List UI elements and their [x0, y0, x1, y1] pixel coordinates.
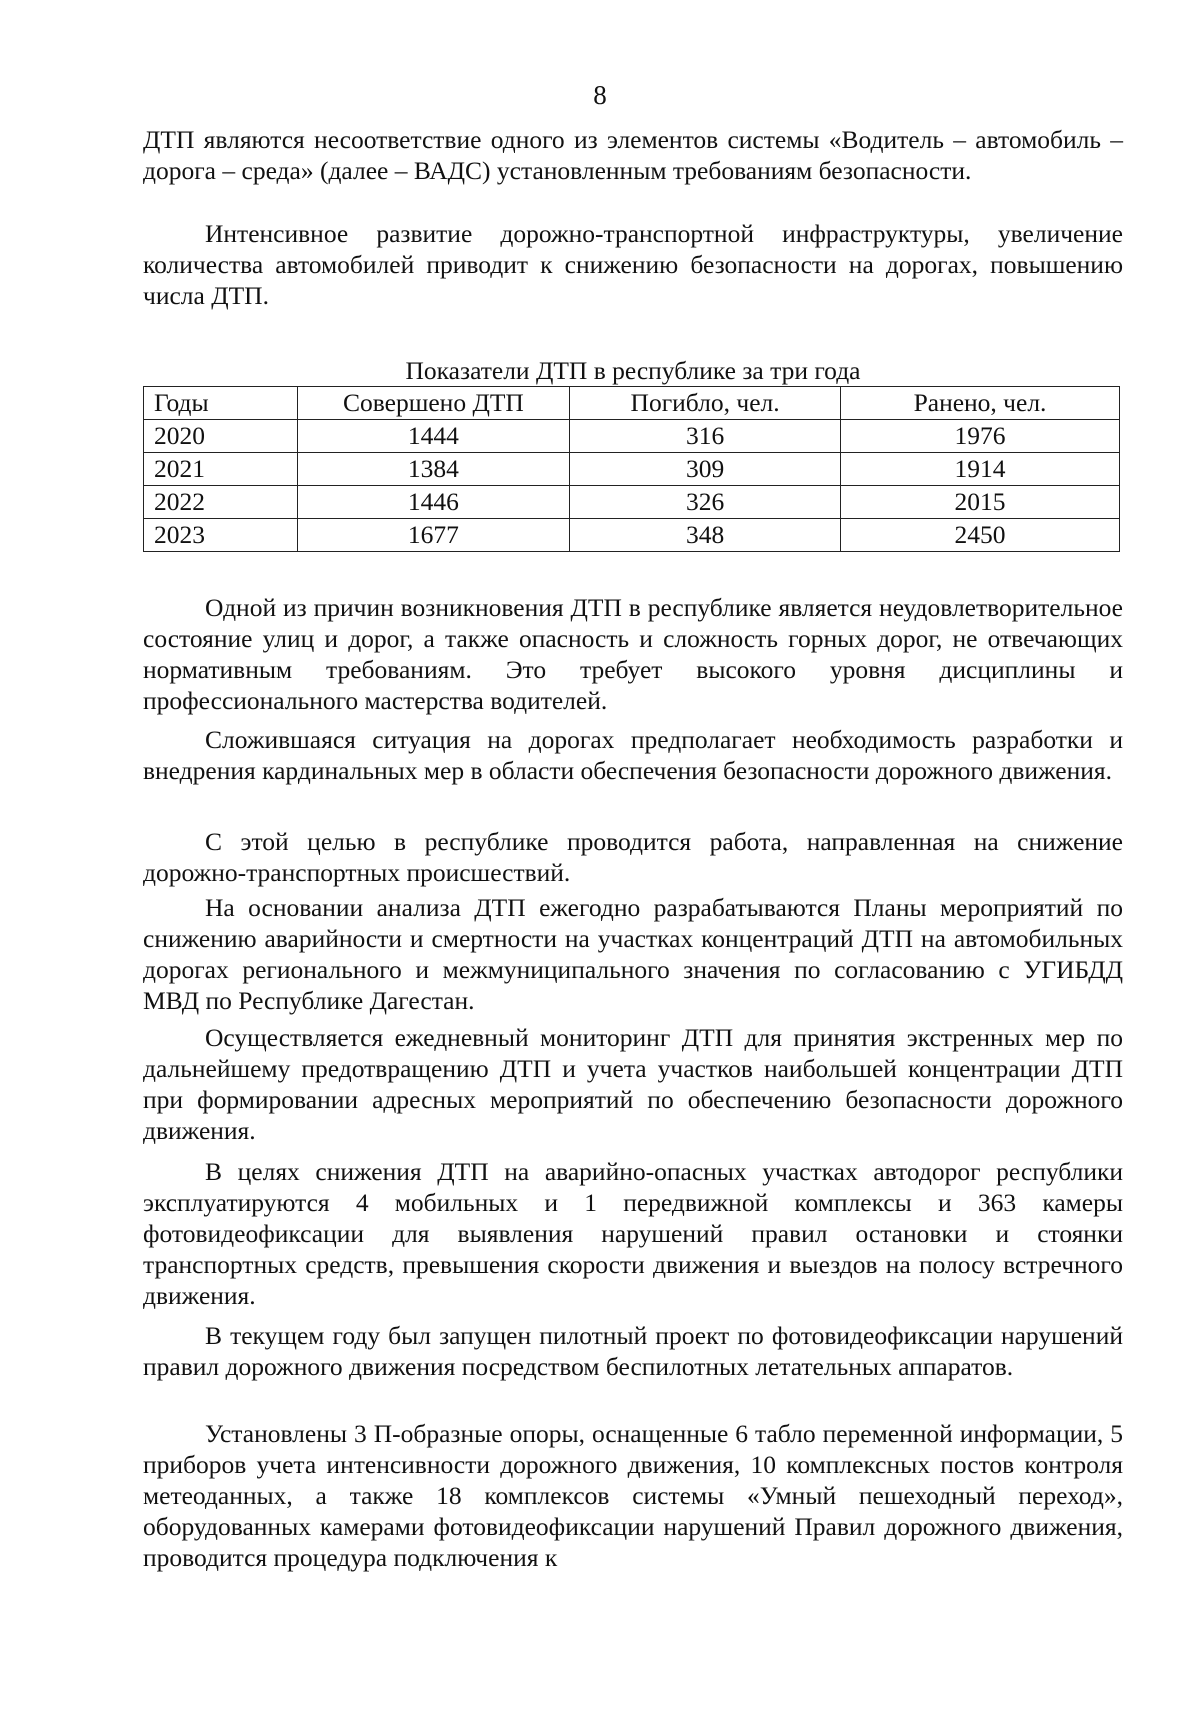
cell-killed: 316 [570, 420, 841, 453]
header-killed: Погибло, чел. [570, 387, 841, 420]
header-accidents: Совершено ДТП [297, 387, 569, 420]
cell-killed: 348 [570, 519, 841, 552]
cell-accidents: 1444 [297, 420, 569, 453]
cell-injured: 1914 [840, 453, 1119, 486]
cell-accidents: 1384 [297, 453, 569, 486]
page-number: 8 [593, 80, 607, 110]
paragraph-plans: На основании анализа ДТП ежегодно разрабатываются Планы мероприятий по снижению аварийности и смертности на участках концентраций ДТП на автомобильных дорогах регионального и межмуниципального значения по согласованию с УГИБДД МВД по Республике Дагестан. [143, 893, 1123, 1015]
cell-killed: 309 [570, 453, 841, 486]
cell-year: 2023 [144, 519, 298, 552]
header-years: Годы [144, 387, 298, 420]
paragraph-situation: Сложившаяся ситуация на дорогах предполагает необходимость разработки и внедрения кардинальных мер в области обеспечения безопасности дорожного движения. [143, 725, 1123, 785]
paragraph-purpose: С этой целью в республике проводится работа, направленная на снижение дорожно-транспортных происшествий. [143, 827, 1123, 887]
cell-injured: 2450 [840, 519, 1119, 552]
paragraph-monitoring: Осуществляется ежедневный мониторинг ДТП для принятия экстренных мер по дальнейшему предотвращению ДТП и учета участков наибольшей концентрации ДТП при формировании адресных мероприятий по обеспечению безопасности дорожного движения. [143, 1023, 1123, 1145]
cell-accidents: 1677 [297, 519, 569, 552]
table-caption: Показатели ДТП в республике за три года [405, 356, 861, 385]
table-row [144, 519, 1120, 552]
cell-injured: 2015 [840, 486, 1119, 519]
cell-accidents: 1446 [297, 486, 569, 519]
table-header-row [144, 387, 1120, 420]
cell-year: 2022 [144, 486, 298, 519]
paragraph-installed: Установлены 3 П-образные опоры, оснащенные 6 табло переменной информации, 5 приборов учета интенсивности дорожного движения, 10 комплексных постов контроля метеоданных, а также 18 комплексов системы «Умный пешеходный переход», оборудованных камерами фотовидеофиксации нарушений Правил дорожного движения, проводится процедура подключения к [143, 1419, 1123, 1572]
cell-injured: 1976 [840, 420, 1119, 453]
table-row [144, 420, 1120, 453]
paragraph-causes: Одной из причин возникновения ДТП в республике является неудовлетворительное состояние улиц и дорог, а также опасность и сложность горных дорог, не отвечающих нормативным требованиям. Это требует высокого уровня дисциплины и профессионального мастерства водителей. [143, 593, 1123, 715]
paragraph-infrastructure: Интенсивное развитие дорожно-транспортной инфраструктуры, увеличение количества автомобилей приводит к снижению безопасности на дорогах, повышению числа ДТП. [143, 219, 1123, 310]
paragraph-vads: ДТП являются несоответствие одного из элементов системы «Водитель – автомобиль – дорога – среда» (далее – ВАДС) установленным требованиям безопасности. [143, 125, 1123, 185]
paragraph-pilot-project: В текущем году был запущен пилотный проект по фотовидеофиксации нарушений правил дорожного движения посредством беспилотных летательных аппаратов. [143, 1321, 1123, 1381]
paragraph-cameras: В целях снижения ДТП на аварийно-опасных участках автодорог республики эксплуатируются 4 мобильных и 1 передвижной комплексы и 363 камеры фотовидеофиксации для выявления нарушений правил остановки и стоянки транспортных средств, превышения скорости движения и выездов на полосу встречного движения. [143, 1157, 1123, 1310]
cell-killed: 326 [570, 486, 841, 519]
table-row [144, 486, 1120, 519]
cell-year: 2021 [144, 453, 298, 486]
accident-stats-table [143, 386, 1120, 552]
table-row [144, 453, 1120, 486]
cell-year: 2020 [144, 420, 298, 453]
header-injured: Ранено, чел. [840, 387, 1119, 420]
